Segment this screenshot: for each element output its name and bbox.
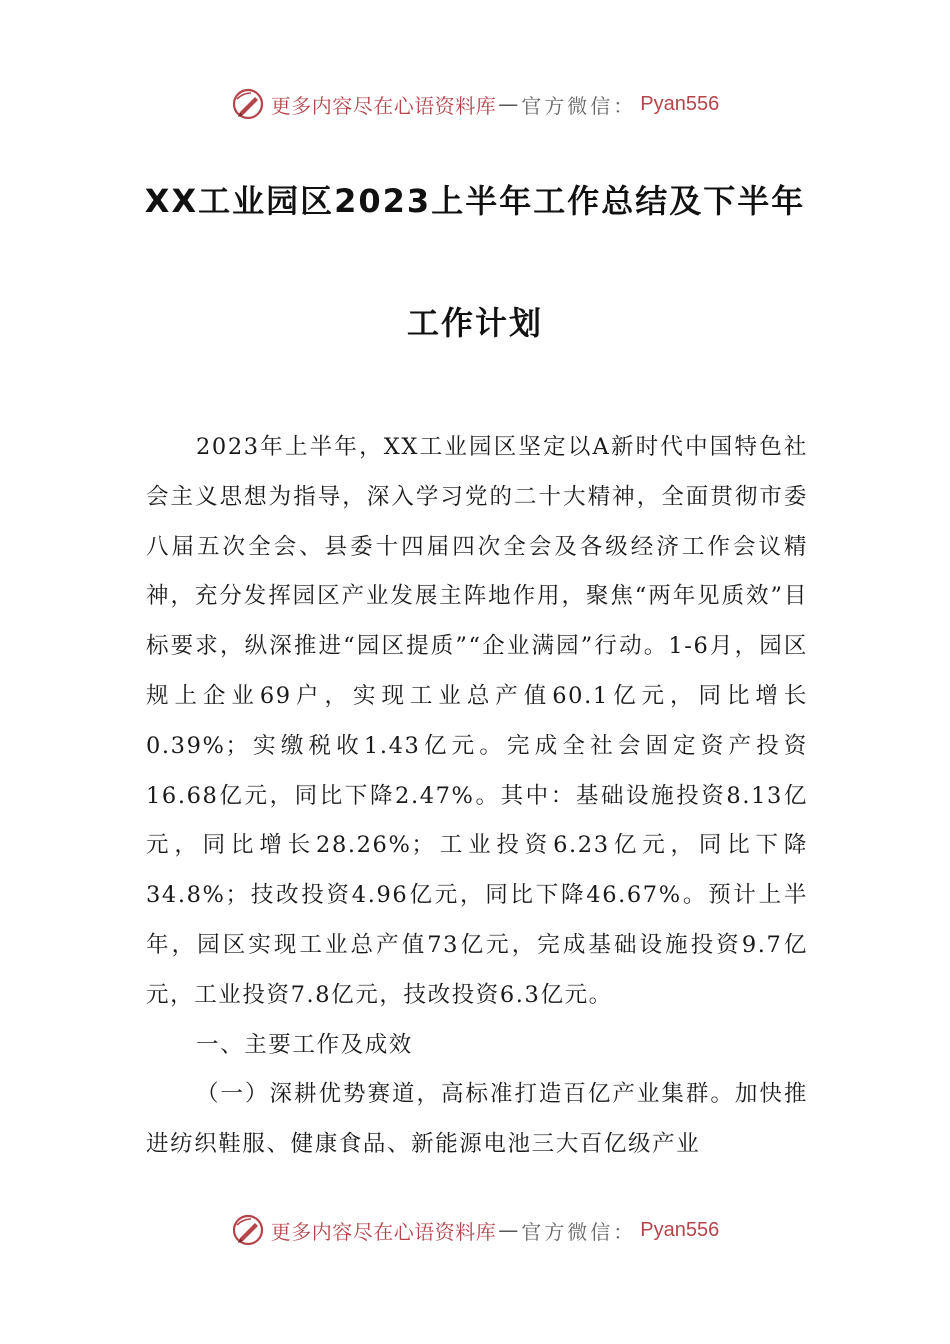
watermark-wechat-id: Pyan556 <box>640 92 720 115</box>
pen-logo-icon <box>231 1213 265 1247</box>
watermark-wechat-label: 官方微信： <box>521 93 637 118</box>
watermark-text: 更多内容尽在心语资料库 <box>270 93 497 118</box>
watermark-separator: — <box>498 1218 520 1242</box>
paragraph-summary: 2023年上半年，XX工业园区坚定以A新时代中国特色社会主义思想为指导，深入学习党的二十大精神，全面贯彻市委八届五次全会、县委十四届四次全会及各级经济工作会议精神，充分发挥园区产业发展主阵地作用，聚焦“两年见质效”目标要求，纵深推进“园区提质”“企业满园”行动。1-6月，园区规上企业69户，实现工业总产值60.1亿元，同比增长0.39%；实缴税收1.43亿元。完成全社会固定资产投资16.68亿元，同比下降2.47%。其中：基础设施投资8.13亿元，同比增长28.26%；工业投资6.23亿元，同比下降34.8%；技改投资4.96亿元，同比下降46.67%。预计上半年，园区实现工业总产值73亿元，完成基础设施投资9.7亿元，工业投资7.8亿元，技改投资6.3亿元。 <box>146 434 808 1008</box>
watermark-text: 更多内容尽在心语资料库 <box>270 1219 497 1244</box>
document-body <box>146 423 808 1170</box>
document-title-line-1: XX工业园区2023上半年工作总结及下半年 <box>144 182 806 220</box>
document-title-line-2: 工作计划 <box>406 304 543 342</box>
watermark-separator: — <box>498 92 520 116</box>
watermark-wechat-label: 官方微信： <box>521 1219 637 1244</box>
paragraph-subsection-1: （一）深耕优势赛道，高标准打造百亿产业集群。加快推进纺织鞋服、健康食品、新能源电池三大百亿级产业 <box>146 1081 808 1158</box>
section-heading-main-work: 一、主要工作及成效 <box>196 1031 413 1058</box>
watermark-wechat-id: Pyan556 <box>640 1218 720 1241</box>
footer-watermark <box>0 1210 950 1250</box>
pen-logo-icon <box>231 87 265 121</box>
header-watermark <box>0 84 950 124</box>
